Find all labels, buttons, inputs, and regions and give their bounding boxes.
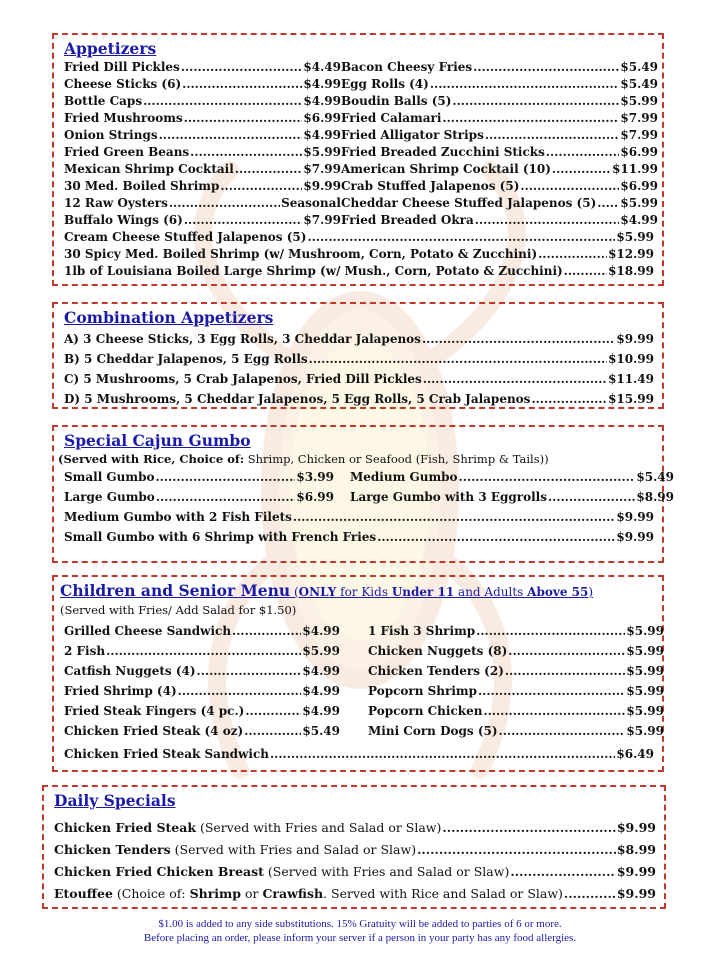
leader-dots: [307, 229, 615, 246]
menu-item-name: Chicken Fried Chicken Breast (Served with Fries and Salad or Slaw): [54, 864, 510, 879]
menu-item: [64, 212, 341, 229]
menu-item-name: Small Gumbo: [64, 470, 155, 484]
menu-item-name: Popcorn Shrimp: [368, 684, 477, 698]
menu-item-name: Chicken Tenders (Served with Fries and Salad or Slaw): [54, 842, 417, 857]
menu-item-price: $6.99: [620, 145, 658, 159]
menu-item: [368, 641, 664, 661]
leader-dots: [459, 467, 636, 487]
menu-item-price: $5.99: [626, 724, 664, 738]
menu-item-price: Seasonal: [281, 196, 341, 210]
children-title: Children and Senior Menu (ONLY for Kids Under 11 and Adults Above 55): [60, 581, 594, 600]
menu-item-price: $4.99: [302, 664, 340, 678]
menu-item: [64, 744, 654, 764]
gumbo-title: Special Cajun Gumbo: [64, 431, 251, 450]
menu-item-price: $7.99: [620, 128, 658, 142]
gumbo-full-width-list: [64, 507, 654, 547]
menu-item-price: $9.99: [616, 820, 656, 835]
menu-item-name: Fried Mushrooms: [64, 111, 183, 125]
menu-item: [368, 621, 664, 641]
gumbo-left-column: [64, 467, 334, 507]
footer-note-allergies: Before placing an order, please inform your server if a person in your party has any food allergies.: [143, 932, 577, 944]
menu-item-price: $4.99: [303, 128, 341, 142]
menu-item-price: $6.49: [616, 747, 654, 761]
menu-item-name: Grilled Cheese Sandwich: [64, 624, 232, 638]
menu-item-name: 1lb of Louisiana Boiled Large Shrimp (w/ Mush., Corn, Potato & Zucchini): [64, 264, 563, 278]
menu-item-name: Fried Alligator Strips: [341, 128, 484, 142]
menu-item: [350, 467, 674, 487]
leader-dots: [546, 144, 620, 161]
children-full-width-list: [64, 744, 654, 764]
leader-dots: [235, 161, 303, 178]
menu-item: [64, 721, 340, 741]
menu-item-price: $5.99: [616, 230, 654, 244]
leader-dots: [417, 839, 616, 861]
menu-item: [64, 127, 341, 144]
menu-item: [54, 861, 656, 883]
menu-item-name: Fried Breaded Zucchini Sticks: [341, 145, 545, 159]
footer-note-substitutions: $1.00 is added to any side substitutions. 15% Gratuity will be added to parties of 6 or more.: [158, 918, 562, 930]
menu-item-price: $3.99: [296, 470, 334, 484]
menu-item-price: $11.99: [612, 162, 658, 176]
menu-item: [54, 839, 656, 861]
leader-dots: [159, 127, 303, 144]
menu-item: [64, 161, 341, 178]
leader-dots: [478, 681, 625, 701]
leader-dots: [169, 195, 280, 212]
leader-dots: [552, 161, 611, 178]
menu-item-name: Fried Shrimp (4): [64, 684, 177, 698]
menu-item-price: $9.99: [616, 510, 654, 524]
menu-item: [341, 110, 658, 127]
menu-item: [64, 681, 340, 701]
leader-dots: [309, 349, 607, 369]
menu-item-price: $5.99: [626, 644, 664, 658]
menu-item: [368, 661, 664, 681]
leader-dots: [184, 110, 303, 127]
menu-item-price: $5.99: [303, 145, 341, 159]
gumbo-section: [52, 425, 674, 563]
menu-item-name: Bottle Caps: [64, 94, 143, 108]
menu-item-price: $7.99: [303, 162, 341, 176]
leader-dots: [143, 93, 302, 110]
menu-item: [64, 487, 334, 507]
menu-item: [64, 93, 341, 110]
leader-dots: [483, 701, 625, 721]
menu-item-price: $11.49: [608, 372, 654, 386]
menu-item-price: $5.99: [620, 196, 658, 210]
menu-item-name: B) 5 Cheddar Jalapenos, 5 Egg Rolls: [64, 352, 308, 366]
menu-item-name: Mexican Shrimp Cocktail: [64, 162, 234, 176]
menu-item-price: $18.99: [608, 264, 654, 278]
menu-item-name: Crab Stuffed Jalapenos (5): [341, 179, 520, 193]
menu-item-name: 2 Fish: [64, 644, 106, 658]
menu-item-name: Popcorn Chicken: [368, 704, 483, 718]
menu-item: [64, 195, 341, 212]
menu-item-name: Bacon Cheesy Fries: [341, 60, 473, 74]
leader-dots: [270, 744, 615, 764]
menu-item: [341, 161, 658, 178]
menu-item-price: $15.99: [608, 392, 654, 406]
leader-dots: [430, 76, 620, 93]
menu-item: [64, 246, 654, 263]
menu-item: [64, 661, 340, 681]
children-left-column: [64, 621, 340, 741]
leader-dots: [473, 59, 619, 76]
children-senior-section: [52, 575, 664, 772]
menu-item-name: 1 Fish 3 Shrimp: [368, 624, 476, 638]
menu-item: [64, 701, 340, 721]
menu-item-price: $5.99: [626, 664, 664, 678]
leader-dots: [475, 212, 620, 229]
leader-dots: [178, 681, 302, 701]
menu-item-price: $9.99: [303, 179, 341, 193]
leader-dots: [452, 93, 619, 110]
menu-item: [350, 487, 674, 507]
leader-dots: [182, 76, 302, 93]
appetizers-title: Appetizers: [64, 39, 157, 58]
menu-item-price: $5.49: [636, 470, 674, 484]
children-right-column: [368, 621, 664, 741]
menu-item-name: Chicken Nuggets (8): [368, 644, 508, 658]
appetizers-section: [52, 33, 664, 286]
menu-item-name: Cheddar Cheese Stuffed Jalapenos (5): [341, 196, 597, 210]
leader-dots: [197, 661, 302, 681]
menu-item-price: $5.49: [620, 77, 658, 91]
menu-item: [64, 263, 654, 280]
menu-item-name: C) 5 Mushrooms, 5 Crab Jalapenos, Fried Dill Pickles: [64, 372, 422, 386]
menu-item: [341, 178, 658, 195]
leader-dots: [244, 721, 301, 741]
menu-item-name: Fried Dill Pickles: [64, 60, 180, 74]
menu-item: [64, 76, 341, 93]
leader-dots: [564, 263, 607, 280]
leader-dots: [377, 527, 615, 547]
menu-item-name: Large Gumbo with 3 Eggrolls: [350, 490, 547, 504]
menu-item-price: $8.99: [616, 842, 656, 857]
menu-item: [64, 59, 341, 76]
menu-item-price: $4.99: [302, 704, 340, 718]
appetizers-full-width-list: [64, 229, 654, 280]
menu-item-name: Onion Strings: [64, 128, 158, 142]
menu-item-price: $9.99: [616, 332, 654, 346]
menu-item-price: $12.99: [608, 247, 654, 261]
menu-item: [341, 76, 658, 93]
menu-item: [64, 527, 654, 547]
menu-item-price: $10.99: [608, 352, 654, 366]
menu-item-price: $8.99: [636, 490, 674, 504]
menu-item-name: Fried Calamari: [341, 111, 442, 125]
menu-item-name: Large Gumbo: [64, 490, 155, 504]
menu-item-price: $5.49: [302, 724, 340, 738]
menu-item-name: Egg Rolls (4): [341, 77, 429, 91]
menu-item: [341, 144, 658, 161]
menu-item-price: $4.99: [302, 624, 340, 638]
menu-item-price: $5.99: [626, 704, 664, 718]
leader-dots: [505, 661, 626, 681]
children-sub-note: (Served with Fries/ Add Salad for $1.50): [60, 603, 297, 617]
menu-item-price: $6.99: [303, 111, 341, 125]
leader-dots: [232, 621, 301, 641]
menu-item-name: Chicken Fried Steak Sandwich: [64, 747, 269, 761]
leader-dots: [156, 487, 296, 507]
menu-item: [64, 507, 654, 527]
menu-item: [64, 641, 340, 661]
daily-list: [54, 817, 656, 883]
menu-item: [368, 701, 664, 721]
menu-item-price: $4.99: [303, 77, 341, 91]
menu-item: [64, 621, 340, 641]
menu-item-price: $5.49: [620, 60, 658, 74]
menu-item-name: Mini Corn Dogs (5): [368, 724, 498, 738]
menu-item-name: Catfish Nuggets (4): [64, 664, 196, 678]
menu-item: [368, 721, 664, 741]
menu-item-price: $9.99: [616, 530, 654, 544]
menu-item-name: Fried Green Beans: [64, 145, 190, 159]
menu-item-price: $7.99: [303, 213, 341, 227]
menu-item-name: 30 Med. Boiled Shrimp: [64, 179, 220, 193]
leader-dots: [485, 127, 620, 144]
menu-item-price: $5.99: [626, 684, 664, 698]
menu-item-price: $4.99: [303, 94, 341, 108]
leader-dots: [423, 369, 607, 389]
daily-item-etouffee: Etouffee (Choice of: Shrimp or Crawfish. Served with Rice and Salad or Slaw) ..... $9.99: [54, 883, 656, 905]
menu-item: [341, 127, 658, 144]
menu-item-name: Fried Breaded Okra: [341, 213, 474, 227]
menu-item-name: Chicken Fried Steak (Served with Fries and Salad or Slaw): [54, 820, 442, 835]
menu-item-name: Fried Steak Fingers (4 pc.): [64, 704, 245, 718]
menu-item: [64, 110, 341, 127]
menu-item: [341, 195, 658, 212]
leader-dots: [245, 701, 301, 721]
menu-item-price: $4.49: [303, 60, 341, 74]
leader-dots: [181, 59, 303, 76]
menu-item-name: Chicken Fried Steak (4 oz): [64, 724, 244, 738]
gumbo-note: (Served with Rice, Choice of: Shrimp, Chicken or Seafood (Fish, Shrimp & Tails)): [58, 452, 549, 466]
menu-item-name: 30 Spicy Med. Boiled Shrimp (w/ Mushroom, Corn, Potato & Zucchini): [64, 247, 538, 261]
menu-item-name: D) 5 Mushrooms, 5 Cheddar Jalapenos, 5 Egg Rolls, 5 Crab Jalapenos: [64, 392, 531, 406]
menu-item-name: Boudin Balls (5): [341, 94, 452, 108]
leader-dots: [442, 817, 615, 839]
leader-dots: [293, 507, 616, 527]
menu-item: [341, 93, 658, 110]
daily-title: Daily Specials: [54, 791, 176, 810]
menu-item: [64, 369, 654, 389]
menu-item-price: $4.99: [302, 684, 340, 698]
menu-item-name: Small Gumbo with 6 Shrimp with French Fries: [64, 530, 377, 544]
menu-item-price: $4.99: [620, 213, 658, 227]
menu-item: [64, 389, 654, 409]
gumbo-right-column: [350, 467, 674, 507]
menu-item-name: American Shrimp Cocktail (10): [341, 162, 551, 176]
leader-dots: [531, 389, 607, 409]
leader-dots: [548, 487, 635, 507]
menu-item-price: $5.99: [620, 94, 658, 108]
menu-item-name: 12 Raw Oysters: [64, 196, 168, 210]
leader-dots: [442, 110, 619, 127]
menu-item: [64, 229, 654, 246]
leader-dots: [184, 212, 303, 229]
appetizers-right-column: [341, 59, 658, 229]
leader-dots: [538, 246, 607, 263]
appetizers-left-column: [64, 59, 341, 229]
menu-item: [64, 467, 334, 487]
menu-item-name: Buffalo Wings (6): [64, 213, 183, 227]
leader-dots: [520, 178, 619, 195]
menu-item: [64, 144, 341, 161]
leader-dots: [106, 641, 301, 661]
leader-dots: [220, 178, 302, 195]
menu-item: [64, 329, 654, 349]
leader-dots: [156, 467, 296, 487]
menu-item-price: $5.99: [626, 624, 664, 638]
menu-item: [64, 349, 654, 369]
menu-item-name: Chicken Tenders (2): [368, 664, 504, 678]
menu-item-price: $5.99: [302, 644, 340, 658]
leader-dots: [190, 144, 302, 161]
menu-item: [368, 681, 664, 701]
menu-item-price: $7.99: [620, 111, 658, 125]
leader-dots: [510, 861, 616, 883]
leader-dots: [508, 641, 625, 661]
leader-dots: [476, 621, 625, 641]
combo-title: Combination Appetizers: [64, 308, 274, 327]
combo-list: [64, 329, 654, 409]
menu-item-price: $6.99: [296, 490, 334, 504]
menu-item: [54, 817, 656, 839]
combination-appetizers-section: [52, 302, 664, 409]
menu-item-name: Cream Cheese Stuffed Jalapenos (5): [64, 230, 307, 244]
menu-item-price: $6.99: [620, 179, 658, 193]
menu-item-name: Medium Gumbo: [350, 470, 458, 484]
menu-item-price: $9.99: [616, 864, 656, 879]
leader-dots: [422, 329, 615, 349]
menu-item-name: Cheese Sticks (6): [64, 77, 182, 91]
leader-dots: [499, 721, 626, 741]
menu-item: [64, 178, 341, 195]
menu-item-name: A) 3 Cheese Sticks, 3 Egg Rolls, 3 Cheddar Jalapenos: [64, 332, 421, 346]
menu-item-name: Medium Gumbo with 2 Fish Filets: [64, 510, 292, 524]
menu-item: [341, 212, 658, 229]
leader-dots: [597, 195, 619, 212]
daily-specials-section: [42, 785, 666, 909]
menu-item: [341, 59, 658, 76]
